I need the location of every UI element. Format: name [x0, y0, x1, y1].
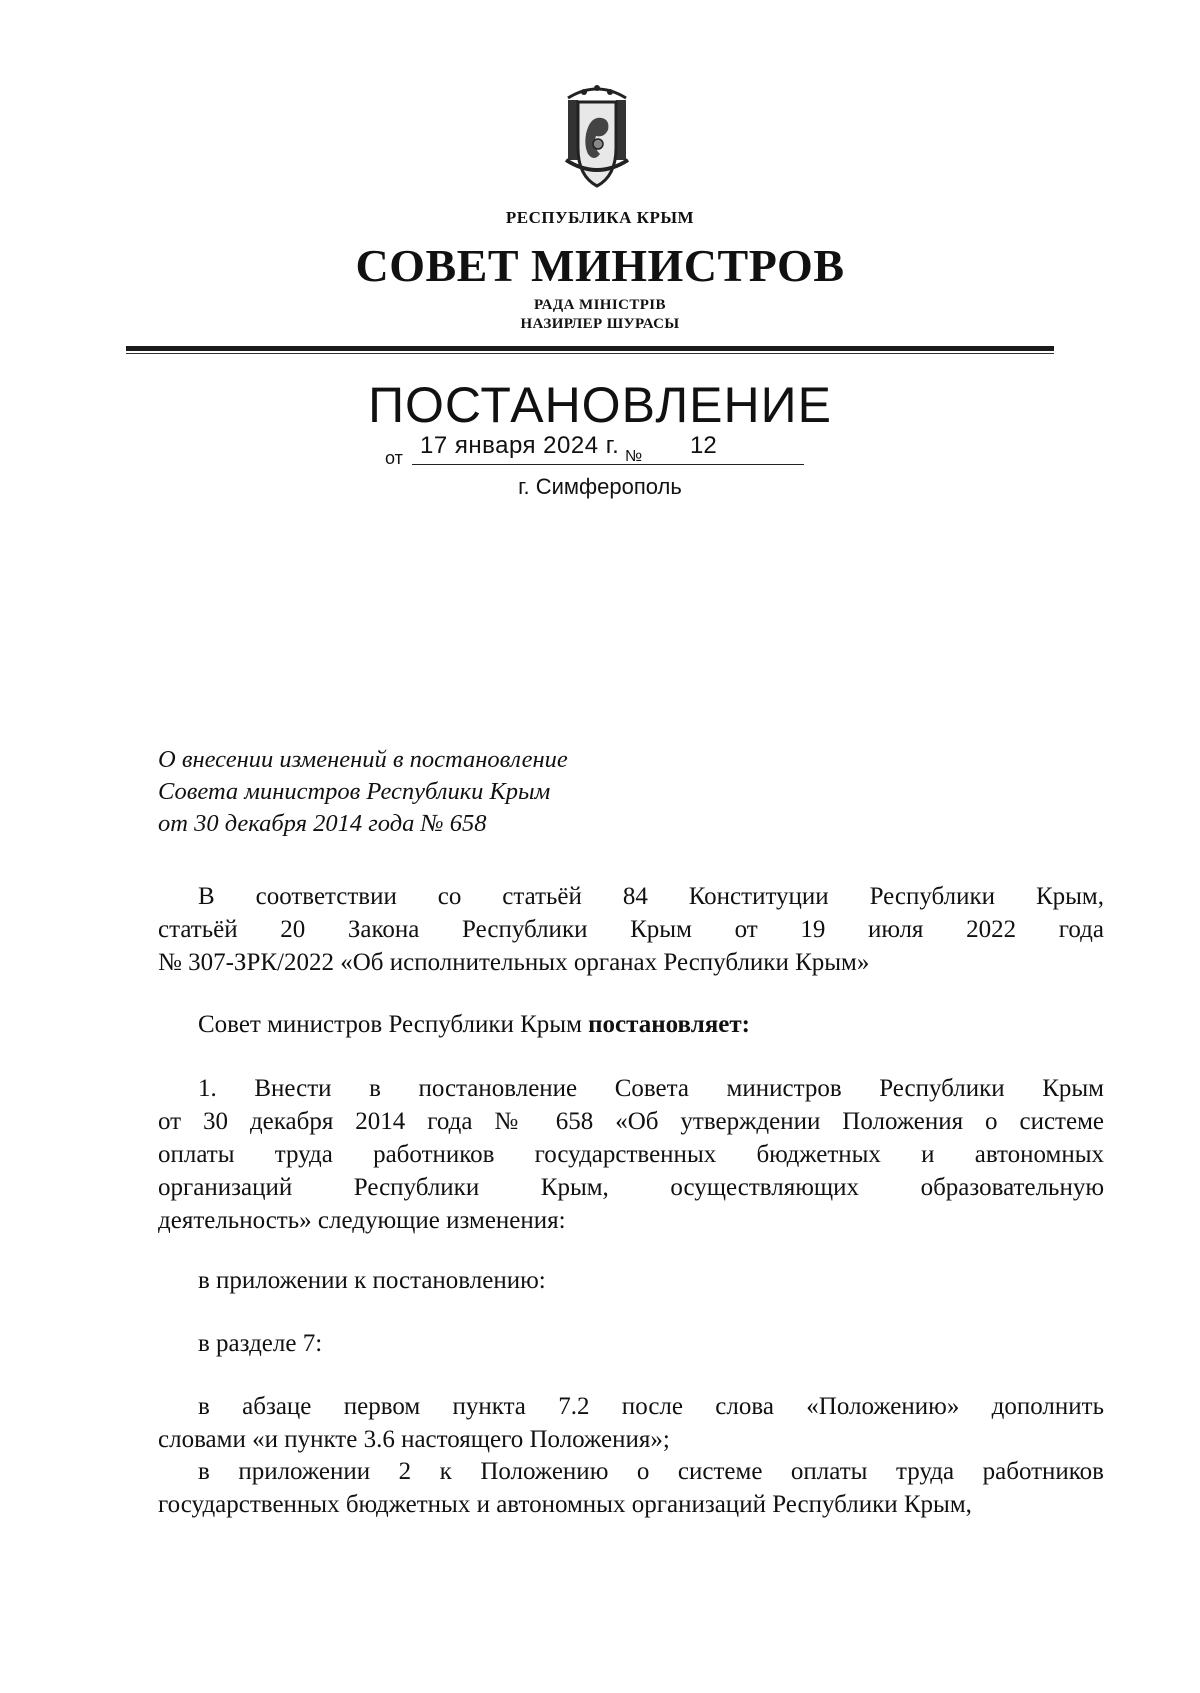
paragraph-line: государственных бюджетных и автономных организаций Республики Крым, [158, 1491, 972, 1518]
council-name-crimean-tatar: НАЗИРЛЕР ШУРАСЫ [520, 316, 680, 332]
paragraph-line: словами «и пункте 3.6 настоящего Положения»; [158, 1426, 670, 1453]
header-divider [126, 346, 1054, 351]
date-number-line [412, 464, 804, 465]
subject-line: от 30 декабря 2014 года № 658 [158, 810, 487, 837]
preamble-paragraph [158, 880, 1104, 979]
republic-name: РЕСПУБЛИКА КРЫМ [505, 208, 695, 227]
resolution-text: Совет министров Республики Крым [198, 1011, 582, 1038]
number-prefix: № [625, 448, 643, 465]
subject-line: О внесении изменений в постановление [158, 746, 568, 773]
item-1-paragraph [158, 1072, 1104, 1237]
annex-paragraph [158, 1264, 1104, 1297]
section-paragraph [158, 1327, 1104, 1360]
paragraph-line: № 307-ЗРК/2022 «Об исполнительных органах Республики Крым» [158, 949, 870, 976]
decree-subject [158, 744, 568, 840]
paragraph-line: 1. Внести в постановление Совета министров Республики Крым [198, 1075, 1104, 1102]
paragraph-line: в приложении к постановлению: [198, 1267, 546, 1294]
date-prefix: от [385, 448, 403, 468]
paragraph-line: от 30 декабря 2014 года № 658 «Об утверждении Положения о системе [158, 1108, 1104, 1135]
paragraph-line: организаций Республики Крым, осуществляющих образовательную [158, 1174, 1104, 1201]
amendment-paragraph [158, 1390, 1104, 1456]
paragraph-line: оплаты труда работников государственных бюджетных и автономных [158, 1141, 1104, 1168]
resolution-paragraph [158, 1008, 1104, 1041]
annex-2-paragraph [158, 1455, 1104, 1521]
paragraph-line: в разделе 7: [198, 1330, 323, 1357]
paragraph-line [158, 1008, 1104, 1041]
paragraph-line: В соответствии со статьёй 84 Конституции Республики Крым, [198, 883, 1104, 910]
council-name: СОВЕТ МИНИСТРОВ [355, 240, 845, 291]
decree-city: г. Симферополь [518, 474, 682, 499]
resolution-verb: постановляет: [588, 1011, 750, 1038]
header-divider-thin [126, 353, 1054, 354]
paragraph-line: статьёй 20 Закона Республики Крым от 19 июля 2022 года [158, 916, 1104, 943]
paragraph-line: в абзаце первом пункта 7.2 после слова «Положению» дополнить [198, 1393, 1104, 1420]
paragraph-line: деятельность» следующие изменения: [158, 1207, 566, 1234]
decree-number: 12 [690, 432, 717, 459]
document-type-title: ПОСТАНОВЛЕНИЕ [368, 377, 832, 433]
paragraph-line: в приложении 2 к Положению о системе оплаты труда работников [198, 1458, 1104, 1485]
subject-line: Совета министров Республики Крым [158, 778, 551, 805]
council-name-ukrainian: РАДА МІНІСТРІВ [534, 297, 666, 313]
crimea-coat-of-arms-icon [538, 76, 656, 194]
decree-date: 17 января 2024 г. [420, 432, 620, 459]
